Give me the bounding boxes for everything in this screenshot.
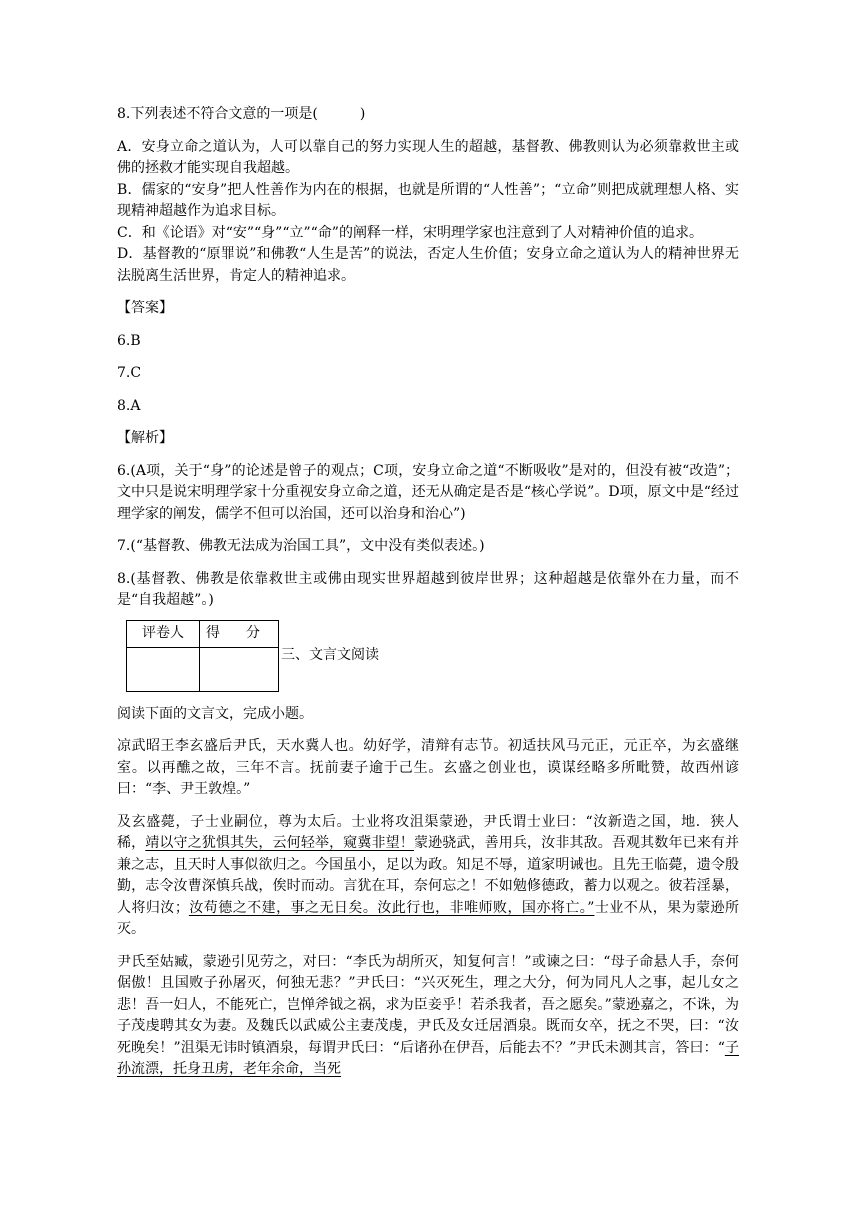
question-8-option-d: D．基督教的“原罪说”和佛教“人生是苦”的说法，否定人生价值；安身立命之道认为人的精神世界无法脱离生活世界，肯定人的精神追求。 xyxy=(117,246,739,284)
analysis-8: 8.(基督教、佛教是依靠救世主或佛由现实世界超越到彼岸世界；这种超越是依靠外在力量，而不是“自我超越”。) xyxy=(117,570,739,608)
classical-paragraph-3: 尹氏至姑臧，蒙逊引见劳之，对曰：“李氏为胡所灭，知复何言！”或谏之曰：“母子命悬人手，奈何倨傲！且国败子孙屠灭，何独无悲？”尹氏曰：“兴灭死生，理之大分，何为同凡人之事，起儿女之悲！吾一妇人，不能死亡，岂惮斧钺之祸，求为臣妾乎！若杀我者，吾之愿矣。”蒙逊嘉之，不诛，为子茂虔聘其女为妻。及魏氏以武威公主妻茂虔，尹氏及女迁居酒泉。既而女卒，抚之不哭，曰：“汝死晚矣！”沮渠无讳时镇酒泉，每谓尹氏曰：“后诸孙在伊吾，后能去不？”尹氏未测其言，答曰：“子孙流漂，托身丑虏，老年余命，当死 xyxy=(117,953,739,1077)
section-title: 三、文言文阅读 xyxy=(281,646,379,663)
question-8-stem: 8.下列表述不符合文意的一项是( ) xyxy=(117,106,366,122)
score-label: 得 分 xyxy=(200,620,279,647)
analysis-7: 7.(“基督教、佛教无法成为治国工具”，文中没有类似表述。) xyxy=(117,538,485,554)
analysis-6: 6.(A项，关于“身”的论述是曾子的观点；C项，安身立命之道“不断吸收”是对的，但没有被“改造”；文中只是说宋明理学家十分重视安身立命之道，还无从确定是否是“核心学说”。D项，原文中是“经过理学家的阐发，儒学不但可以治国，还可以治身和治心”) xyxy=(117,462,739,522)
grader-cell[interactable] xyxy=(127,647,200,691)
document-content xyxy=(117,104,739,1081)
analysis-heading: 【解析】 xyxy=(117,430,173,446)
grader-label: 评卷人 xyxy=(127,620,200,647)
answer-6: 6.B xyxy=(117,332,141,349)
underlined-sentence-1: 靖以守之犹惧其失，云何轻举，窥冀非望！ xyxy=(145,835,414,851)
question-8-option-b: B．儒家的“安身”把人性善作为内在的根据，也就是所谓的“人性善”；“立命”则把成就理想人格、实现精神超越作为追求目标。 xyxy=(117,181,739,219)
grader-table xyxy=(126,620,279,692)
underlined-sentence-2: 汝苟德之不建，事之无日矣。汝此行也，非唯师败，国亦将亡。” xyxy=(188,899,595,916)
answer-8: 8.A xyxy=(117,397,141,414)
answer-7: 7.C xyxy=(117,365,142,381)
score-cell[interactable] xyxy=(200,647,279,691)
classical-paragraph-2: 及玄盛薨，子士业嗣位，尊为太后。士业将攻沮渠蒙逊，尹氏谓士业曰：“汝新造之国，地．狭人稀，靖以守之犹惧其失，云何轻举，窥冀非望！蒙逊骁武，善用兵，汝非其敌。吾观其数年已来有并兼之志，且天时人事似欲归之。今国虽小，足以为政。知足不辱，道家明诫也。且先王临薨，遗令殷勤，志令汝曹深慎兵战，俟时而动。言犹在耳，奈何忘之！不如勉修德政，蓄力以观之。彼若淫暴，人将归汝；汝苟德之不建，事之无日矣。汝此行也，非唯师败，国亦将亡。”士业不从，果为蒙逊所灭。 xyxy=(117,813,740,937)
grader-block xyxy=(126,620,739,692)
question-8-option-c: C．和《论语》对“安”“身”“立”“命”的阐释一样，宋明理学家也注意到了人对精神价值的追求。 xyxy=(117,224,703,241)
answer-heading: 【答案】 xyxy=(117,300,173,316)
underlined-sentence-3: 子孙流漂，托身丑虏，老年余命，当死 xyxy=(117,1039,739,1077)
classical-paragraph-1: 凉武昭王李玄盛后尹氏，天水冀人也。幼好学，清辩有志节。初适扶风马元正，元正卒，为玄盛继室。以再醮之故，三年不言。抚前妻子逾于己生。玄盛之创业也，谟谋经略多所毗赞，故西州谚曰：“李、尹王敦煌。” xyxy=(117,738,739,797)
question-8-option-a: A．安身立命之道认为，人可以靠自己的努力实现人生的超越，基督教、佛教则认为必须靠救世主或佛的拯救才能实现自我超越。 xyxy=(117,138,739,176)
reading-instruction: 阅读下面的文言文，完成小题。 xyxy=(117,705,313,722)
